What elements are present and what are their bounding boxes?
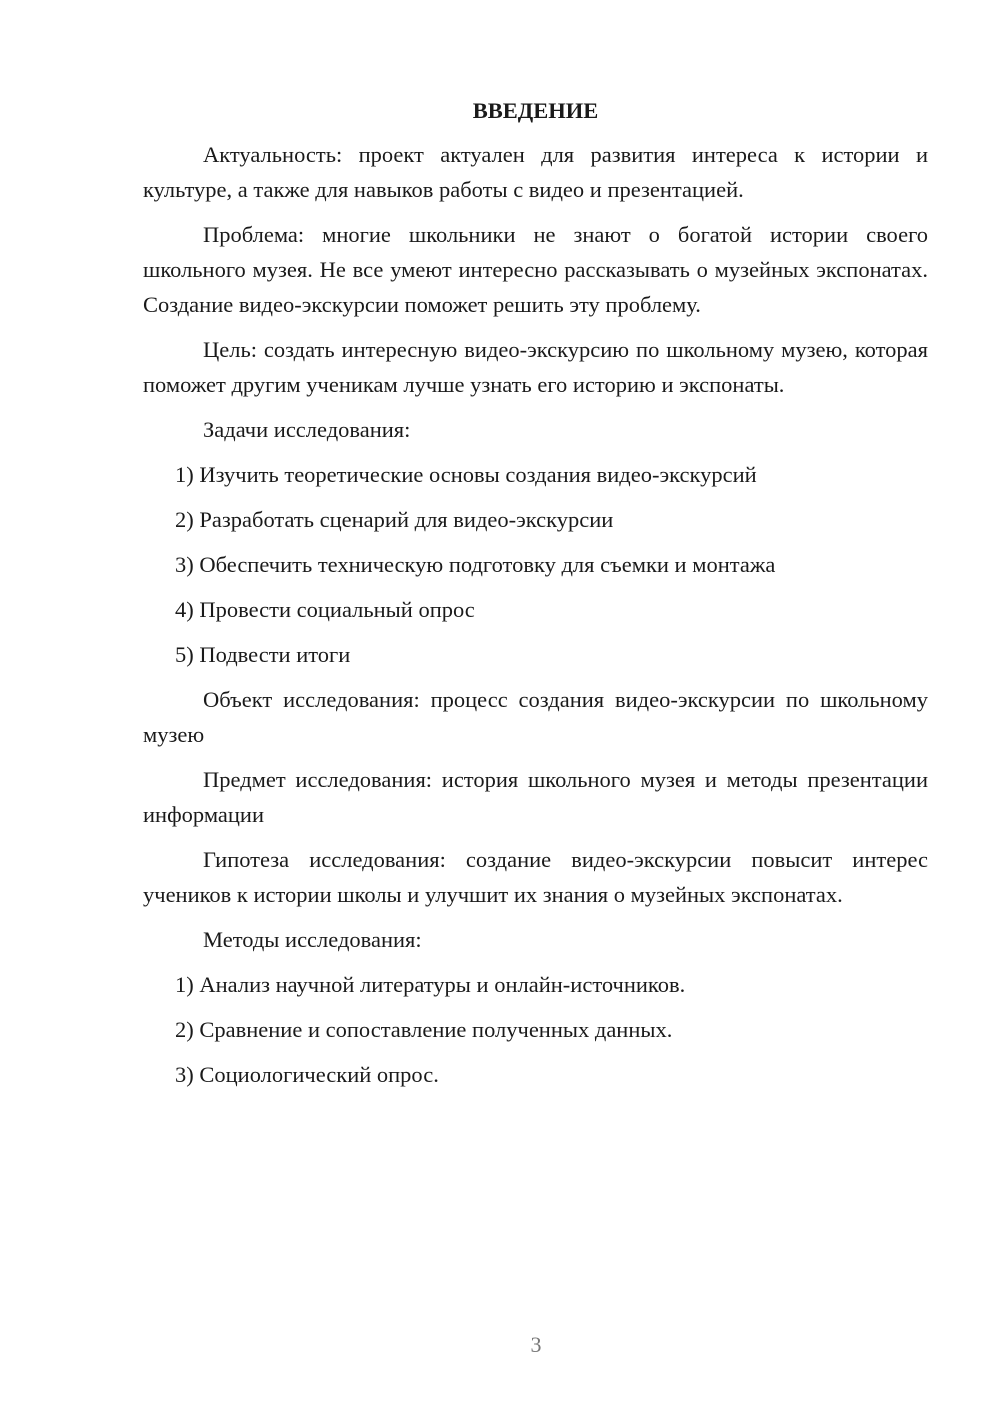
page-number: 3 (530, 1332, 542, 1357)
methods-list (143, 967, 928, 1092)
relevance-paragraph: Актуальность: проект актуален для развития интереса к истории и культуре, а также для навыков работы с видео и презентацией. (143, 142, 928, 202)
list-item: 3) Обеспечить техническую подготовку для съемки и монтажа (175, 552, 776, 577)
tasks-list (143, 457, 928, 672)
document-body (143, 95, 928, 1102)
problem-paragraph: Проблема: многие школьники не знают о богатой истории своего школьного музея. Не все умеют интересно рассказывать о музейных экспонатах. Создание видео-экскурсии поможет решить эту проблему. (143, 222, 928, 317)
list-item: 4) Провести социальный опрос (175, 597, 475, 622)
list-item: 1) Анализ научной литературы и онлайн-источников. (175, 972, 686, 997)
goal-paragraph: Цель: создать интересную видео-экскурсию по школьному музею, которая поможет другим ученикам лучше узнать его историю и экспонаты. (143, 337, 928, 397)
list-item: 5) Подвести итоги (175, 642, 351, 667)
tasks-heading: Задачи исследования: (203, 417, 411, 442)
page-title: ВВЕДЕНИЕ (472, 98, 599, 123)
methods-heading: Методы исследования: (203, 927, 422, 952)
list-item: 1) Изучить теоретические основы создания видео-экскурсий (175, 462, 757, 487)
hypothesis-paragraph: Гипотеза исследования: создание видео-экскурсии повысит интерес учеников к истории школы и улучшит их знания о музейных экспонатах. (143, 847, 928, 907)
object-paragraph: Объект исследования: процесс создания видео-экскурсии по школьному музею (143, 687, 928, 747)
list-item: 2) Разработать сценарий для видео-экскурсии (175, 507, 614, 532)
list-item: 3) Социологический опрос. (175, 1062, 439, 1087)
subject-paragraph: Предмет исследования: история школьного музея и методы презентации информации (143, 767, 928, 827)
list-item: 2) Сравнение и сопоставление полученных данных. (175, 1017, 673, 1042)
